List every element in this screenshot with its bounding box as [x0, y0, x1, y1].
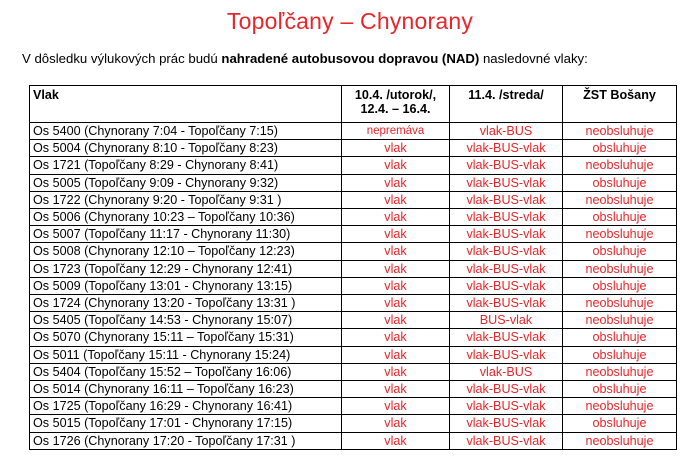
- date-2-status-cell: vlak-BUS-vlak: [450, 157, 563, 174]
- table-row: [30, 329, 677, 346]
- table-row: [30, 226, 677, 243]
- date-2-status-cell: vlak-BUS-vlak: [450, 243, 563, 260]
- train-cell: Os 5009 (Topoľčany 13:01 - Chynorany 13:15): [30, 277, 342, 294]
- table-row: [30, 432, 677, 449]
- table-row: [30, 209, 677, 226]
- header-train: Vlak: [30, 86, 342, 123]
- date-2-status-cell: vlak-BUS-vlak: [450, 140, 563, 157]
- station-status-cell: neobsluhuje: [563, 398, 677, 415]
- date-2-status-cell: vlak-BUS-vlak: [450, 277, 563, 294]
- date-1-status-cell: vlak: [342, 191, 450, 208]
- train-cell: Os 5070 (Chynorany 15:11 – Topoľčany 15:31): [30, 329, 342, 346]
- date-2-status-cell: vlak-BUS-vlak: [450, 174, 563, 191]
- table-row: [30, 312, 677, 329]
- station-status-cell: obsluhuje: [563, 140, 677, 157]
- intro-bold: nahradené autobusovou dopravou (NAD): [221, 51, 480, 66]
- table-row: [30, 363, 677, 380]
- date-1-status-cell: vlak: [342, 174, 450, 191]
- table-row: [30, 191, 677, 208]
- train-cell: Os 5011 (Topoľčany 15:11 - Chynorany 15:24): [30, 346, 342, 363]
- date-1-status-cell: nepremáva: [342, 123, 450, 140]
- train-cell: Os 5405 (Topoľčany 14:53 - Chynorany 15:07): [30, 312, 342, 329]
- station-status-cell: neobsluhuje: [563, 226, 677, 243]
- date-1-status-cell: vlak: [342, 415, 450, 432]
- date-2-status-cell: vlak-BUS-vlak: [450, 295, 563, 312]
- station-status-cell: neobsluhuje: [563, 157, 677, 174]
- table-row: [30, 346, 677, 363]
- train-cell: Os 5007 (Topoľčany 11:17 - Chynorany 11:30): [30, 226, 342, 243]
- date-1-status-cell: vlak: [342, 157, 450, 174]
- train-cell: Os 1722 (Chynorany 9:20 - Topoľčany 9:31 ): [30, 191, 342, 208]
- date-2-status-cell: vlak-BUS-vlak: [450, 226, 563, 243]
- header-col2: 11.4. /streda/: [450, 86, 563, 123]
- station-status-cell: neobsluhuje: [563, 260, 677, 277]
- date-2-status-cell: vlak-BUS-vlak: [450, 260, 563, 277]
- station-status-cell: obsluhuje: [563, 329, 677, 346]
- train-cell: Os 1724 (Chynorany 13:20 - Topoľčany 13:31 ): [30, 295, 342, 312]
- header-col3: ŽST Bošany: [563, 86, 677, 123]
- date-1-status-cell: vlak: [342, 432, 450, 449]
- train-cell: Os 5008 (Chynorany 12:10 – Topoľčany 12:23): [30, 243, 342, 260]
- page-title: Topoľčany – Chynorany: [226, 8, 474, 34]
- table-row: [30, 243, 677, 260]
- station-status-cell: neobsluhuje: [563, 191, 677, 208]
- intro-after: nasledovné vlaky:: [479, 51, 588, 66]
- train-cell: Os 5006 (Chynorany 10:23 – Topoľčany 10:36): [30, 209, 342, 226]
- date-1-status-cell: vlak: [342, 260, 450, 277]
- date-1-status-cell: vlak: [342, 209, 450, 226]
- station-status-cell: neobsluhuje: [563, 363, 677, 380]
- train-cell: Os 5015 (Topoľčany 17:01 - Chynorany 17:15): [30, 415, 342, 432]
- train-cell: Os 5005 (Topoľčany 9:09 - Chynorany 9:32): [30, 174, 342, 191]
- header-col1-line1: 10.4. /utorok/,: [354, 88, 437, 102]
- table-row: [30, 398, 677, 415]
- table-header-row: [30, 86, 677, 123]
- train-table: [29, 85, 677, 450]
- station-status-cell: obsluhuje: [563, 415, 677, 432]
- date-1-status-cell: vlak: [342, 226, 450, 243]
- date-2-status-cell: vlak-BUS-vlak: [450, 209, 563, 226]
- station-status-cell: neobsluhuje: [563, 123, 677, 140]
- header-col1: [342, 86, 450, 123]
- station-status-cell: neobsluhuje: [563, 432, 677, 449]
- date-1-status-cell: vlak: [342, 295, 450, 312]
- table-body: [30, 123, 677, 450]
- header-col1-line2: 12.4. – 16.4.: [360, 102, 431, 116]
- train-cell: Os 5400 (Chynorany 7:04 - Topoľčany 7:15): [30, 123, 342, 140]
- table-row: [30, 157, 677, 174]
- date-1-status-cell: vlak: [342, 363, 450, 380]
- station-status-cell: obsluhuje: [563, 346, 677, 363]
- table-row: [30, 295, 677, 312]
- train-cell: Os 1723 (Topoľčany 12:29 - Chynorany 12:41): [30, 260, 342, 277]
- intro-text: [22, 51, 588, 66]
- intro-before: V dôsledku výlukových prác budú: [22, 51, 222, 66]
- station-status-cell: neobsluhuje: [563, 295, 677, 312]
- train-cell: Os 5004 (Chynorany 8:10 - Topoľčany 8:23): [30, 140, 342, 157]
- date-1-status-cell: vlak: [342, 312, 450, 329]
- date-2-status-cell: vlak-BUS-vlak: [450, 329, 563, 346]
- date-2-status-cell: vlak-BUS-vlak: [450, 432, 563, 449]
- station-status-cell: obsluhuje: [563, 209, 677, 226]
- station-status-cell: obsluhuje: [563, 174, 677, 191]
- table-row: [30, 174, 677, 191]
- date-2-status-cell: vlak-BUS-vlak: [450, 398, 563, 415]
- train-cell: Os 1725 (Topoľčany 16:29 - Chynorany 16:41): [30, 398, 342, 415]
- date-1-status-cell: vlak: [342, 277, 450, 294]
- table-row: [30, 140, 677, 157]
- train-cell: Os 1721 (Topoľčany 8:29 - Chynorany 8:41): [30, 157, 342, 174]
- date-2-status-cell: vlak-BUS-vlak: [450, 415, 563, 432]
- date-1-status-cell: vlak: [342, 329, 450, 346]
- train-cell: Os 5404 (Topoľčany 15:52 – Topoľčany 16:06): [30, 363, 342, 380]
- date-2-status-cell: vlak-BUS-vlak: [450, 381, 563, 398]
- date-1-status-cell: vlak: [342, 381, 450, 398]
- station-status-cell: neobsluhuje: [563, 312, 677, 329]
- date-1-status-cell: vlak: [342, 346, 450, 363]
- train-cell: Os 1726 (Chynorany 17:20 - Topoľčany 17:31 ): [30, 432, 342, 449]
- train-cell: Os 5014 (Chynorany 16:11 – Topoľčany 16:23): [30, 381, 342, 398]
- table-row: [30, 123, 677, 140]
- date-1-status-cell: vlak: [342, 243, 450, 260]
- date-1-status-cell: vlak: [342, 140, 450, 157]
- date-2-status-cell: BUS-vlak: [450, 312, 563, 329]
- table-row: [30, 260, 677, 277]
- table-row: [30, 381, 677, 398]
- station-status-cell: obsluhuje: [563, 381, 677, 398]
- date-2-status-cell: vlak-BUS-vlak: [450, 346, 563, 363]
- date-2-status-cell: vlak-BUS-vlak: [450, 191, 563, 208]
- table-row: [30, 415, 677, 432]
- table-row: [30, 277, 677, 294]
- date-1-status-cell: vlak: [342, 398, 450, 415]
- date-2-status-cell: vlak-BUS: [450, 123, 563, 140]
- date-2-status-cell: vlak-BUS: [450, 363, 563, 380]
- station-status-cell: obsluhuje: [563, 243, 677, 260]
- station-status-cell: obsluhuje: [563, 277, 677, 294]
